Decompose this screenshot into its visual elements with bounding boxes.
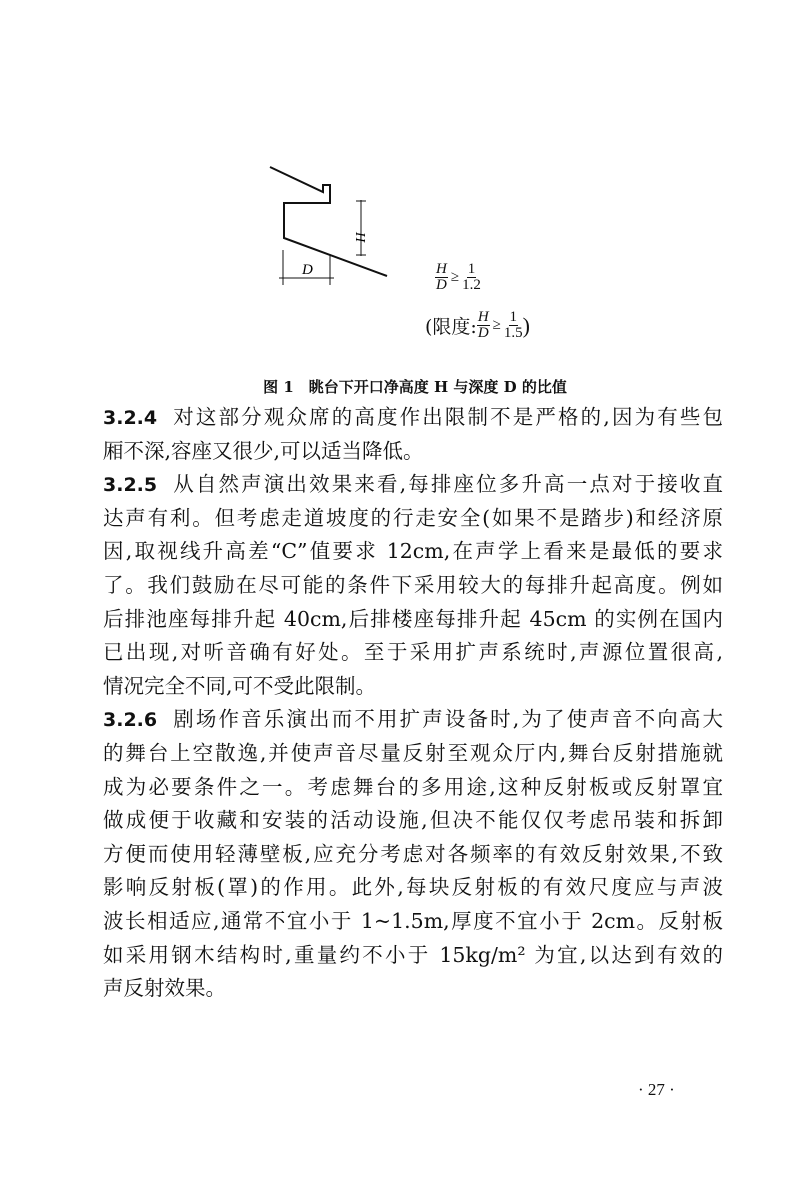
line-text: 声反射效果。 [103, 976, 226, 1001]
formula-rnum: 1 [467, 261, 476, 277]
label-h: H [352, 232, 367, 243]
balcony-section-diagram [0, 0, 800, 380]
formula-main [435, 262, 481, 293]
figure-caption: 图 1 眺台下开口净高度 H 与深度 D 的比值 [263, 378, 567, 396]
line-text: 后排池座每排升起 40cm,后排楼座每排升起 45cm 的实例在国内 [103, 606, 723, 631]
line-text: 情况完全不同,可不受此限制。 [103, 673, 377, 698]
paragraph-line [103, 771, 723, 803]
formula-rden: 1.2 [462, 277, 481, 293]
formula-op: ≥ [492, 317, 501, 333]
paragraph-line [103, 435, 723, 467]
formula-limit [425, 310, 530, 341]
line-text: 的舞台上空散逸,并使声音尽量反射至观众厅内,舞台反射措施就 [103, 741, 723, 765]
paragraph-line [103, 468, 723, 500]
formula-rden: 1.5 [503, 325, 523, 341]
line-text: 了。我们鼓励在尽可能的条件下采用较大的每排升起高度。例如 [103, 573, 723, 597]
paragraph-line [103, 905, 723, 937]
line-text: 已出现,对听音确有好处。至于采用扩声系统时,声源位置很高, [103, 640, 723, 665]
formula-den: D [477, 325, 489, 341]
line-text: 达声有利。但考虑走道坡度的行走安全(如果不是踏步)和经济原 [103, 505, 723, 530]
formula-num: H [436, 261, 447, 277]
paragraph-line [103, 972, 723, 1004]
line-text: 做成便于收藏和安装的活动设施,但决不能仅仅考虑吊装和拆卸 [103, 808, 723, 833]
line-text: 对这部分观众席的高度作出限制不是严格的,因为有些包 [171, 405, 723, 429]
paragraph-line [103, 871, 723, 903]
paragraph-line [103, 838, 723, 870]
formula-limit-prefix: (限度: [425, 316, 477, 338]
paragraph-line [103, 804, 723, 836]
formula-num: H [477, 309, 489, 325]
line-text: 影响反射板(罩)的作用。此外,每块反射板的有效尺度应与声波 [103, 875, 723, 900]
line-text: 剧场作音乐演出而不用扩声设备时,为了使声音不向高大 [171, 707, 723, 732]
paragraph-line [103, 569, 723, 601]
formula-den: D [436, 277, 447, 293]
paragraph-line [103, 636, 723, 668]
formula-op: ≥ [450, 269, 460, 285]
paragraph-line [103, 603, 723, 635]
paragraph-line [103, 401, 723, 433]
formula-rnum: 1 [509, 309, 518, 325]
paragraph-line [103, 535, 723, 567]
paragraph-line [103, 703, 723, 735]
paragraph-line [103, 939, 723, 971]
paragraph-line [103, 502, 723, 534]
paragraph-line [103, 670, 723, 702]
section-number: 3.2.6 [103, 709, 158, 732]
line-text: 成为必要条件之一。考虑舞台的多用途,这种反射板或反射罩宜 [103, 774, 723, 799]
section-number: 3.2.4 [103, 407, 158, 429]
formula-limit-suffix: ) [522, 312, 530, 338]
line-text: 从自然声演出效果来看,每排座位多升高一点对于接收直 [171, 472, 723, 497]
label-d: D [302, 262, 313, 278]
line-text: 因,取视线升高差“C”值要求 12cm,在声学上看来是最低的要求 [103, 539, 723, 564]
balcony-top-slope [270, 167, 387, 276]
line-text: 方便而使用轻薄壁板,应充分考虑对各频率的有效反射效果,不致 [103, 841, 723, 866]
line-text: 波长相适应,通常不宜小于 1~1.5m,厚度不宜小于 2cm。反射板 [103, 909, 723, 933]
paragraph-line [103, 737, 723, 769]
line-text: 厢不深,容座又很少,可以适当降低。 [103, 438, 424, 463]
section-number: 3.2.5 [103, 474, 158, 497]
page-number: · 27 · [638, 1080, 675, 1099]
line-text: 如采用钢木结构时,重量约不小于 15kg/m² 为宜,以达到有效的 [103, 942, 723, 967]
